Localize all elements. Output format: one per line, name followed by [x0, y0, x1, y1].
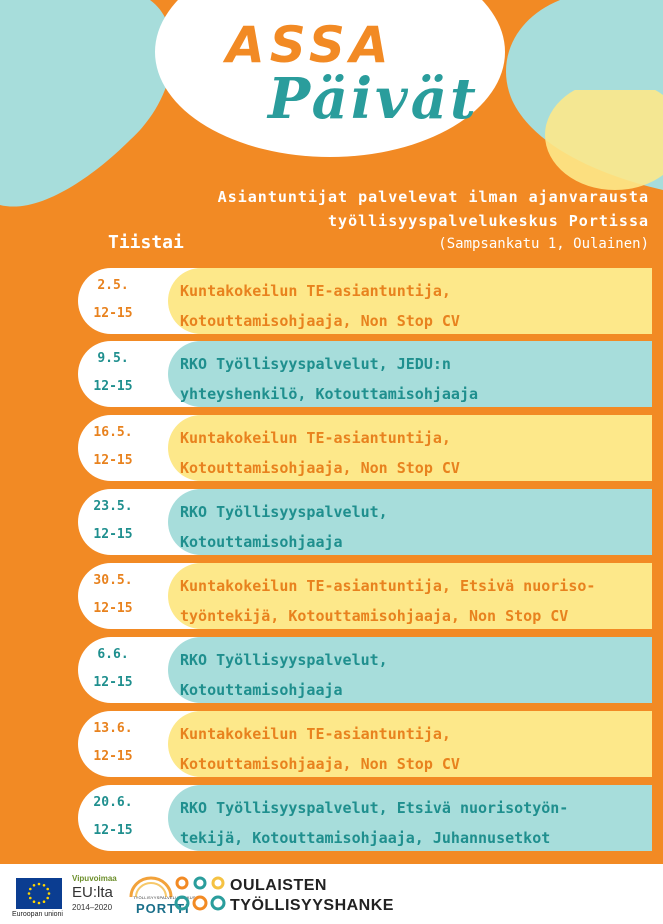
footer-logos — [0, 864, 663, 924]
row-date: 23.5. — [93, 499, 133, 514]
row-time: 12-15 — [93, 379, 133, 394]
day-label: Tiistai — [108, 232, 184, 253]
schedule-row — [78, 415, 652, 481]
row-time: 12-15 — [93, 675, 133, 690]
schedule-row — [78, 489, 652, 555]
row-date: 6.6. — [97, 647, 129, 662]
vipuvoimaa-label: Vipuvoimaa — [72, 874, 117, 883]
row-description: RKO Työllisyyspalvelut, Kotouttamisohjaaja — [180, 503, 388, 551]
portti-logo-text: PORTTI — [136, 901, 190, 916]
schedule-row — [78, 563, 652, 629]
intro-line-1: Asiantuntijat palvelevat ilman ajanvarausta — [217, 188, 649, 206]
row-time: 12-15 — [93, 749, 133, 764]
row-description: Kuntakokeilun TE-asiantuntija, Etsivä nuoriso- työntekijä, Kotouttamisohjaaja, Non Stop CV — [180, 577, 596, 625]
schedule-row — [78, 341, 652, 407]
row-description: RKO Työllisyyspalvelut, JEDU:n yhteyshenkilö, Kotouttamisohjaaja — [180, 355, 479, 403]
row-time: 12-15 — [93, 306, 133, 321]
row-description: Kuntakokeilun TE-asiantuntija, Kotouttamisohjaaja, Non Stop CV — [180, 429, 460, 477]
portti-subtitle: TYÖLLISYYSPALVELUKESKUS — [133, 895, 196, 900]
row-date: 9.5. — [97, 351, 129, 366]
row-time: 12-15 — [93, 601, 133, 616]
eu-stars-icon — [16, 878, 62, 909]
row-date: 13.6. — [93, 721, 133, 736]
yellow-blob-right — [500, 90, 663, 200]
eulta-label: EU:lta — [72, 884, 113, 901]
hanke-logo-line1: OULAISTEN — [230, 877, 327, 894]
row-time: 12-15 — [93, 453, 133, 468]
hanke-logo-line2: TYÖLLISYYSHANKE — [230, 897, 394, 914]
row-description: RKO Työllisyyspalvelut, Etsivä nuorisotyön- tekijä, Kotouttamisohjaaja, Juhannusetkot — [180, 799, 569, 847]
eu-flag-icon — [16, 878, 62, 909]
schedule-row — [78, 711, 652, 777]
intro-line-3: (Sampsankatu 1, Oulainen) — [438, 236, 649, 252]
schedule-row — [78, 637, 652, 703]
title-assa: ASSA — [226, 16, 394, 74]
row-date: 30.5. — [93, 573, 133, 588]
row-time: 12-15 — [93, 527, 133, 542]
schedule-row — [78, 268, 652, 334]
row-description: Kuntakokeilun TE-asiantuntija, Kotouttamisohjaaja, Non Stop CV — [180, 725, 460, 773]
eu-text: Euroopan unioni — [12, 911, 63, 918]
years-label: 2014–2020 — [72, 903, 113, 912]
row-description: Kuntakokeilun TE-asiantuntija, Kotouttamisohjaaja, Non Stop CV — [180, 282, 460, 330]
row-time: 12-15 — [93, 823, 133, 838]
intro-line-2: työllisyyspalvelukeskus Portissa — [328, 212, 649, 230]
row-date: 2.5. — [97, 278, 129, 293]
row-date: 16.5. — [93, 425, 133, 440]
title-paivat: Päivät — [268, 66, 479, 132]
people-circles-icon — [172, 875, 228, 915]
schedule-row — [78, 785, 652, 851]
row-description: RKO Työllisyyspalvelut, Kotouttamisohjaaja — [180, 651, 388, 699]
row-date: 20.6. — [93, 795, 133, 810]
